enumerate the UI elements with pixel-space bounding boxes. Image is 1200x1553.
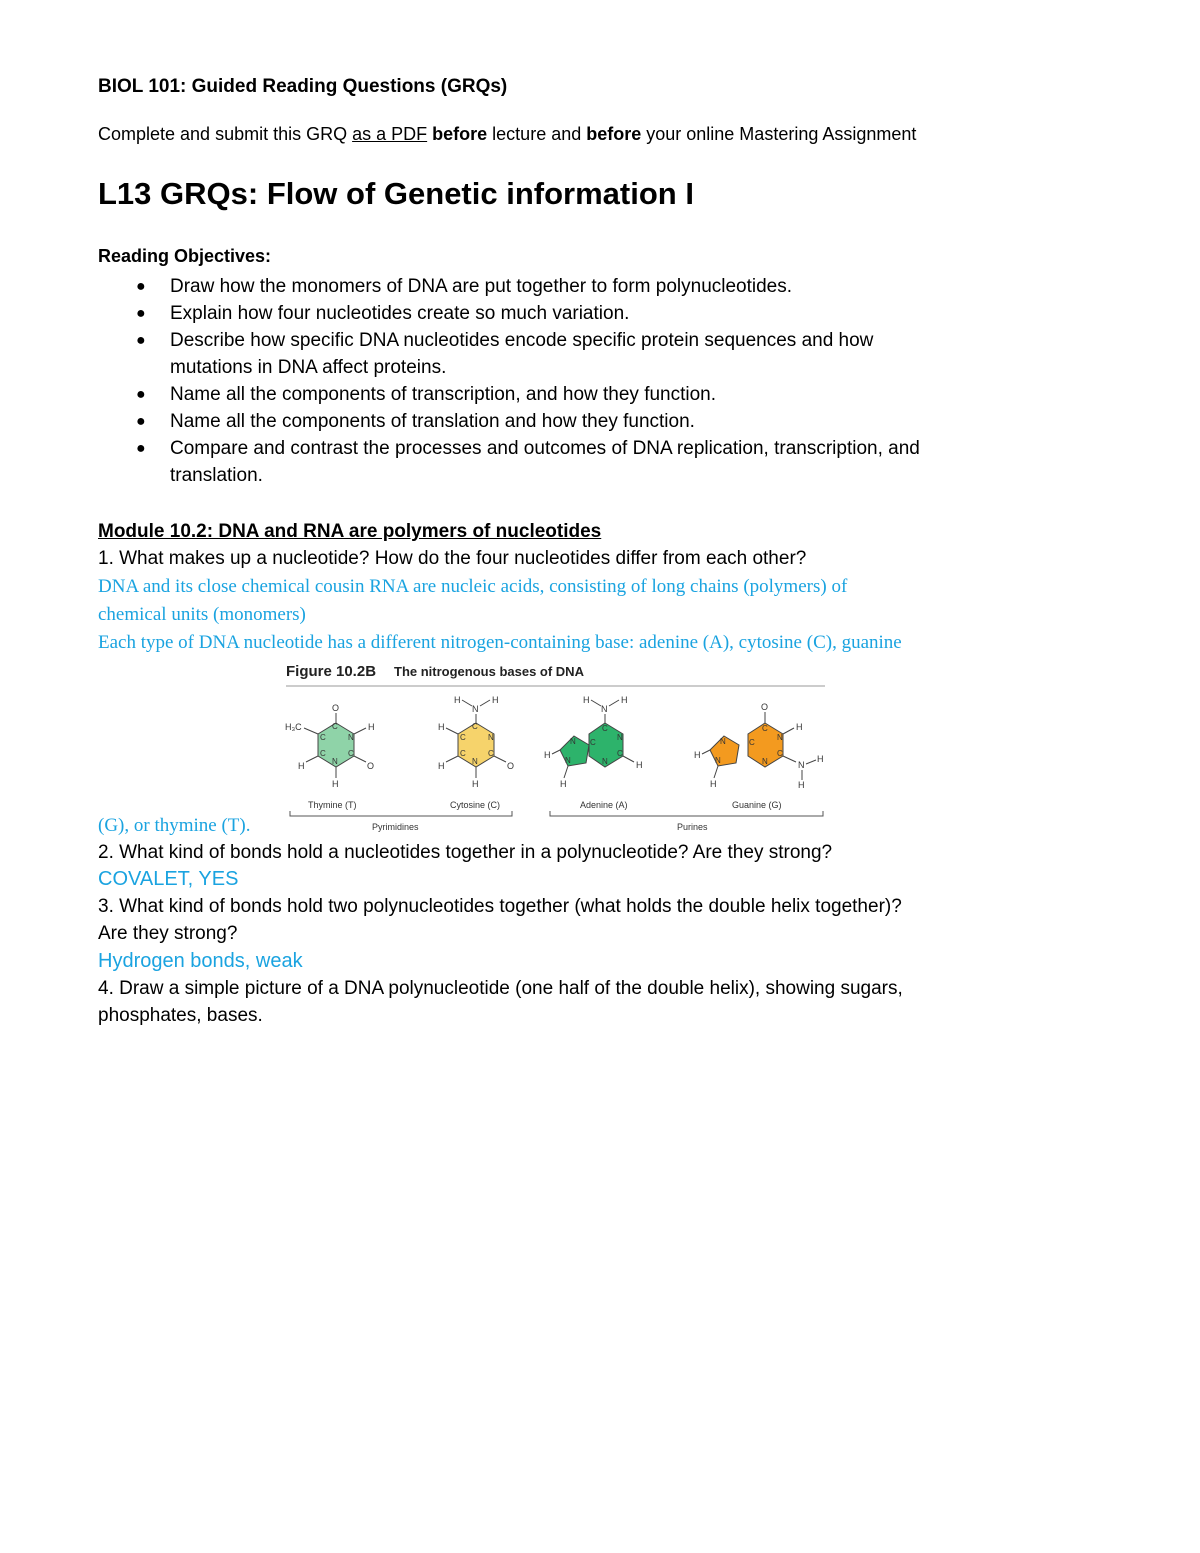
- svg-text:C: C: [320, 749, 326, 758]
- svg-text:N: N: [601, 704, 608, 714]
- svg-text:N: N: [472, 757, 478, 766]
- base-label-adenine: Adenine (A): [580, 800, 628, 810]
- question-2: 2. What kind of bonds hold a nucleotides together in a polynucleotide? Are they strong?: [98, 842, 833, 863]
- svg-text:N: N: [472, 704, 479, 714]
- objective-item: [98, 435, 1108, 462]
- question-3-line-2: Are they strong?: [98, 923, 238, 944]
- svg-text:N: N: [348, 733, 354, 742]
- svg-text:H: H: [798, 780, 805, 790]
- svg-text:H: H: [454, 695, 461, 705]
- svg-text:C: C: [777, 749, 783, 758]
- objective-item: [98, 327, 1108, 354]
- module-heading: Module 10.2: DNA and RNA are polymers of nucleotides: [98, 521, 602, 542]
- instructions-text-4: your online Mastering Assignment: [641, 124, 917, 144]
- base-label-cytosine: Cytosine (C): [450, 800, 501, 810]
- svg-text:H: H: [368, 722, 375, 732]
- svg-text:H: H: [621, 695, 628, 705]
- objective-item: [98, 408, 1108, 435]
- answer-1-line-1: DNA and its close chemical cousin RNA are nucleic acids, consisting of long chains (polymers) of: [98, 576, 848, 597]
- answer-1-line-3: Each type of DNA nucleotide has a different nitrogen-containing base: adenine (A), cytosine (C), guanine: [98, 632, 902, 653]
- answer-1-line-2: chemical units (monomers): [98, 604, 306, 625]
- objective-text: translation.: [170, 465, 263, 486]
- svg-text:H: H: [332, 779, 339, 789]
- svg-text:H: H: [438, 722, 445, 732]
- svg-text:N: N: [332, 757, 338, 766]
- question-4-line-1: 4. Draw a simple picture of a DNA polynucleotide (one half of the double helix), showing sugars,: [98, 978, 903, 999]
- bullet-icon: ●: [136, 386, 146, 403]
- pdf-link[interactable]: as a PDF: [352, 124, 428, 144]
- figure-title-prefix: Figure 10.2B: [286, 663, 377, 680]
- svg-text:C: C: [590, 738, 596, 747]
- svg-text:C: C: [472, 722, 478, 731]
- svg-text:H₃C: H₃C: [285, 722, 302, 732]
- svg-text:C: C: [348, 749, 354, 758]
- svg-text:H: H: [438, 761, 445, 771]
- bullet-icon: ●: [136, 440, 146, 457]
- question-4-line-2: phosphates, bases.: [98, 1005, 263, 1026]
- svg-text:H: H: [583, 695, 590, 705]
- answer-2: COVALET, YES: [98, 868, 239, 890]
- bullet-icon: ●: [136, 305, 146, 322]
- answer-3: Hydrogen bonds, weak: [98, 950, 303, 972]
- cytosine-molecule: [438, 695, 514, 789]
- svg-text:N: N: [602, 757, 608, 766]
- objective-item-continuation: [98, 354, 1108, 381]
- svg-text:H: H: [796, 722, 803, 732]
- svg-text:C: C: [749, 738, 755, 747]
- svg-text:C: C: [602, 724, 608, 733]
- svg-text:H: H: [710, 779, 717, 789]
- svg-text:H: H: [560, 779, 567, 789]
- base-label-thymine: Thymine (T): [308, 800, 357, 810]
- objective-text: Explain how four nucleotides create so much variation.: [170, 303, 630, 324]
- objectives-heading: Reading Objectives:: [98, 246, 272, 266]
- svg-text:O: O: [367, 761, 375, 771]
- svg-text:N: N: [715, 756, 721, 765]
- bullet-icon: ●: [136, 278, 146, 295]
- objective-item-continuation: [98, 462, 1108, 489]
- bullet-icon: ●: [136, 413, 146, 430]
- svg-text:H: H: [694, 750, 701, 760]
- bullet-icon: ●: [136, 332, 146, 349]
- svg-text:H: H: [636, 760, 643, 770]
- objective-text: Name all the components of transcription, and how they function.: [170, 384, 717, 405]
- instructions-text-3: lecture and: [487, 124, 587, 144]
- base-label-guanine: Guanine (G): [732, 800, 782, 810]
- svg-text:N: N: [488, 733, 494, 742]
- svg-text:N: N: [570, 737, 576, 746]
- svg-text:H: H: [492, 695, 499, 705]
- objective-text: Compare and contrast the processes and outcomes of DNA replication, transcription, and: [170, 438, 920, 459]
- svg-text:N: N: [720, 737, 726, 746]
- nitrogenous-bases-figure: [282, 656, 827, 838]
- svg-text:C: C: [460, 749, 466, 758]
- svg-text:C: C: [320, 733, 326, 742]
- group-label-purines: Purines: [677, 822, 708, 832]
- svg-text:N: N: [617, 733, 623, 742]
- svg-text:C: C: [460, 733, 466, 742]
- adenine-molecule: [544, 695, 643, 789]
- question-3-line-1: 3. What kind of bonds hold two polynucleotides together (what holds the double helix together)?: [98, 896, 902, 917]
- objectives-list: [98, 273, 1108, 489]
- svg-text:C: C: [617, 749, 623, 758]
- objective-text: Draw how the monomers of DNA are put together to form polynucleotides.: [170, 276, 793, 297]
- group-label-pyrimidines: Pyrimidines: [372, 822, 419, 832]
- svg-text:H: H: [472, 779, 479, 789]
- objective-item: [98, 273, 1108, 300]
- figure-title: The nitrogenous bases of DNA: [394, 664, 584, 679]
- pyrimidines-bracket: [290, 811, 512, 816]
- svg-text:C: C: [488, 749, 494, 758]
- page-title: L13 GRQs: Flow of Genetic information I: [98, 176, 694, 211]
- objective-text: mutations in DNA affect proteins.: [170, 357, 447, 378]
- document-header: BIOL 101: Guided Reading Questions (GRQs): [98, 76, 508, 97]
- svg-text:H: H: [544, 750, 551, 760]
- question-1: 1. What makes up a nucleotide? How do the four nucleotides differ from each other?: [98, 548, 807, 569]
- instructions-text-1: Complete and submit this GRQ: [98, 124, 353, 144]
- answer-1-line-4: (G), or thymine (T).: [98, 815, 251, 836]
- purines-bracket: [550, 811, 823, 816]
- svg-text:N: N: [777, 733, 783, 742]
- guanine-molecule: [694, 702, 824, 790]
- svg-text:H: H: [298, 761, 305, 771]
- svg-text:C: C: [762, 724, 768, 733]
- svg-text:O: O: [507, 761, 515, 771]
- svg-text:N: N: [565, 756, 571, 765]
- objective-item: [98, 300, 1108, 327]
- instructions: [98, 124, 916, 145]
- svg-text:O: O: [332, 703, 340, 713]
- svg-text:H: H: [817, 754, 824, 764]
- thymine-molecule: [285, 703, 375, 789]
- objective-item: [98, 381, 1108, 408]
- svg-text:C: C: [332, 722, 338, 731]
- objective-text: Describe how specific DNA nucleotides encode specific protein sequences and how: [170, 330, 874, 351]
- before-emphasis-2: before: [586, 124, 642, 144]
- svg-text:O: O: [761, 702, 769, 712]
- objective-text: Name all the components of translation and how they function.: [170, 411, 695, 432]
- svg-text:N: N: [798, 760, 805, 770]
- svg-text:N: N: [762, 757, 768, 766]
- before-emphasis-1: before: [432, 124, 488, 144]
